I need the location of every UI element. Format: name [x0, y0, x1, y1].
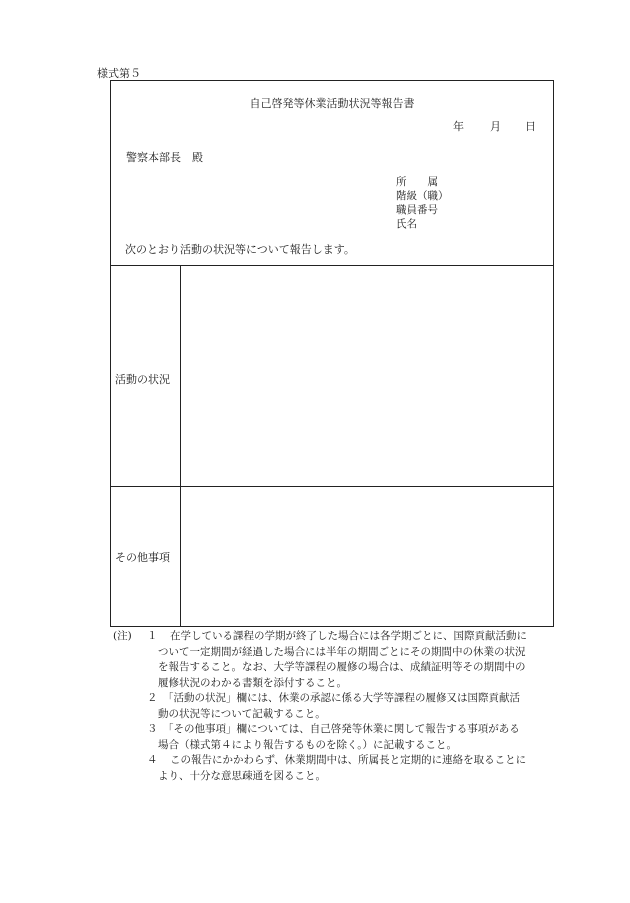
report-form	[110, 80, 554, 627]
note-number: ４	[147, 754, 158, 766]
note-line: この報告にかかわらず、休業期間中は、所属長と定期的に連絡を取ることに	[170, 754, 527, 766]
date-year-label: 年	[453, 120, 464, 133]
other-matters-field[interactable]	[182, 488, 550, 624]
label-column-divider	[180, 265, 181, 626]
employee-number-label: 職員番号	[396, 204, 438, 216]
form-title: 自己啓発等休業活動状況等報告書	[249, 97, 415, 110]
rank-label: 階級（職）	[396, 190, 449, 202]
note-line: 動の状況等について記載すること。	[158, 707, 326, 720]
activity-status-field[interactable]	[182, 267, 550, 484]
date-day-label: 日	[525, 120, 536, 133]
addressee: 警察本部長 殿	[126, 151, 203, 164]
note-line: を報告すること。なお、大学等課程の履修の場合は、成績証明等その期間中の	[158, 661, 526, 673]
notes-heading: (注)	[113, 630, 132, 642]
form-number: 様式第５	[97, 67, 141, 80]
note-number: １	[147, 630, 158, 642]
note-number: ２	[147, 692, 158, 704]
activity-status-label: 活動の状況	[115, 373, 170, 386]
header-divider	[111, 265, 553, 266]
note-number: ３	[147, 723, 158, 735]
note-line: 在学している課程の学期が終了した場合には各学期ごとに、国際貢献活動に	[170, 630, 527, 642]
note-line: 場合（様式第４により報告するものを除く。）に記載すること。	[158, 738, 458, 751]
name-label: 氏名	[396, 218, 417, 230]
note-line: 「活動の状況」欄には、休業の承認に係る大学等課程の履修又は国際貢献活	[163, 692, 520, 704]
note-line: より、十分な意思疎通を図ること。	[158, 769, 326, 782]
other-matters-label: その他事項	[115, 551, 170, 564]
note-line: 履修状況のわかる書類を添付すること。	[158, 676, 347, 689]
affiliation-label: 所 属	[396, 176, 438, 188]
row-divider	[111, 486, 553, 487]
date-month-label: 月	[490, 120, 501, 133]
intro-text: 次のとおり活動の状況等について報告します。	[125, 243, 355, 256]
note-line: ついて一定期間が経過した場合には半年の期間ごとにその期間中の休業の状況	[158, 645, 526, 658]
note-line: 「その他事項」欄については、自己啓発等休業に関して報告する事項がある	[163, 723, 520, 735]
